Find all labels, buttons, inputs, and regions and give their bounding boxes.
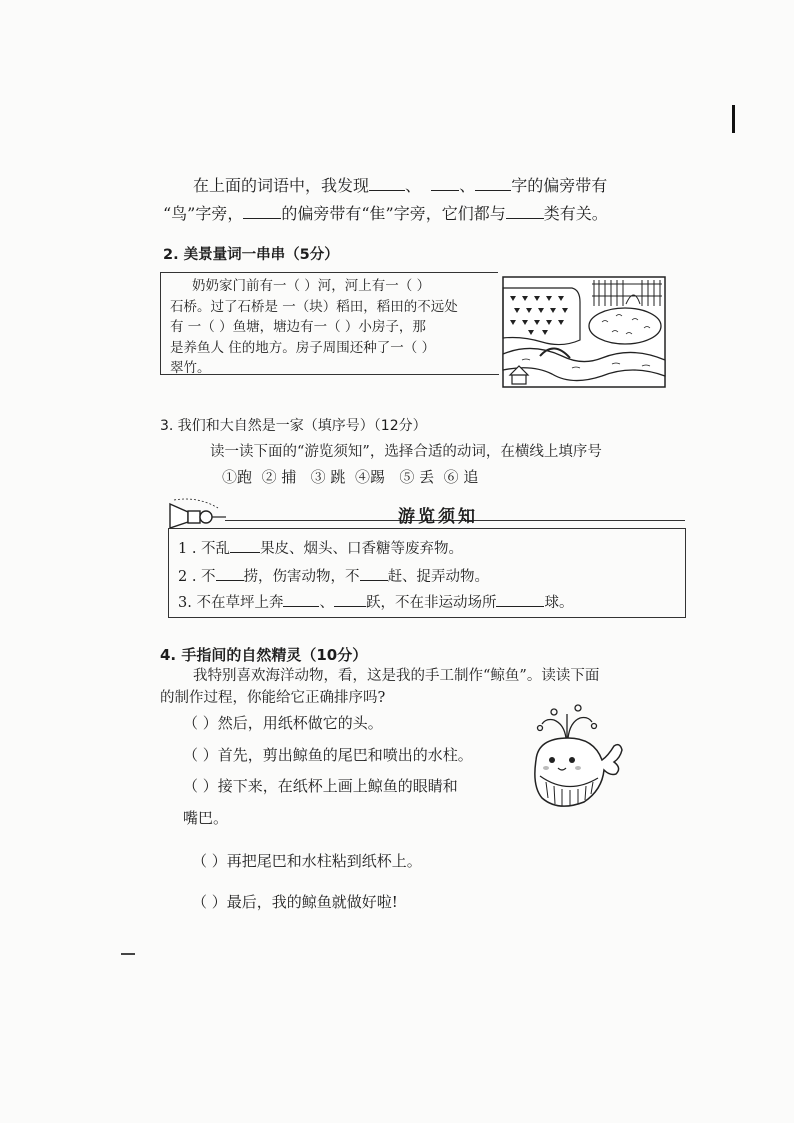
q2-line: 石桥。过了石桥是 一（块）稻田，稻田的不远处 <box>170 298 458 315</box>
notice-rule-2: 2 . 不 捞，伤害动物，不 赶、捉弄动物。 <box>178 566 489 585</box>
megaphone-icon <box>168 498 230 532</box>
whale-eye <box>549 757 555 763</box>
scan-mark <box>732 105 735 133</box>
notice-title: 游览须知 <box>398 507 478 527</box>
step-item: （ ）最后，我的鲸鱼就做好啦! <box>192 893 398 911</box>
option: ③ 跳 <box>310 468 346 486</box>
answer-blank[interactable] <box>216 566 244 581</box>
answer-blank[interactable] <box>369 176 405 191</box>
answer-blank[interactable] <box>230 538 260 553</box>
answer-blank[interactable] <box>506 204 544 219</box>
q3-title: 3. 我们和大自然是一家（填序号）（12分） <box>160 418 427 434</box>
option: ①跑 <box>222 468 253 486</box>
answer-blank[interactable] <box>475 176 511 191</box>
notice-rule-1: 1 . 不乱 果皮、烟头、口香糖等废弃物。 <box>178 538 463 557</box>
answer-blank[interactable] <box>431 176 459 191</box>
option: ⑤ 丢 <box>399 468 435 486</box>
q3-instruction: 读一读下面的“游览须知”，选择合适的动词，在横线上填序号 <box>210 444 602 460</box>
step-continuation: 嘴巴。 <box>183 809 229 827</box>
answer-blank[interactable] <box>360 566 388 581</box>
answer-blank[interactable] <box>496 592 544 607</box>
answer-blank[interactable] <box>243 204 281 219</box>
intro-line-2: “鸟”字旁， 的偏旁带有“隹”字旁，它们都与 类有关。 <box>163 204 608 223</box>
step-item: （ ）再把尾巴和水柱粘到纸杯上。 <box>192 852 422 870</box>
whale-illustration <box>528 698 628 816</box>
intro-line-1: 在上面的词语中，我发现 、 、 字的偏旁带有 <box>193 176 608 195</box>
option: ⑥ 追 <box>443 468 479 486</box>
answer-blank[interactable] <box>334 592 366 607</box>
q4-intro-1: 我特别喜欢海洋动物，看，这是我的手工制作“鲸鱼”。读读下面 <box>193 668 600 684</box>
notice-rule-3: 3. 不在草坪上奔 、 跃，不在非运动场所 球。 <box>178 592 573 611</box>
q2-line: 奶奶家门前有一（ ）河，河上有一（ ） <box>192 278 431 294</box>
q2-passage <box>170 276 458 379</box>
step-item: （ ）然后，用纸杯做它的头。 <box>183 714 383 732</box>
village-scene-illustration <box>502 276 666 388</box>
q2-title: 2. 美景量词一串串（5分） <box>163 247 339 263</box>
option: ② 捕 <box>261 468 297 486</box>
step-item: （ ）首先，剪出鲸鱼的尾巴和喷出的水柱。 <box>183 746 473 764</box>
option: ④踢 <box>354 468 385 486</box>
scan-mark <box>121 953 135 955</box>
q3-options <box>222 466 478 487</box>
step-item: （ ）接下来，在纸杯上画上鲸鱼的眼睛和 <box>183 777 458 795</box>
q2-line: 是养鱼人 住的地方。房子周围还种了一（ ） <box>170 339 436 356</box>
q2-line: 有 一（ ）鱼塘，塘边有一（ ）小房子，那 <box>170 319 426 335</box>
water-spout-icon <box>538 705 597 738</box>
q4-intro-2: 的制作过程，你能给它正确排序吗? <box>160 690 386 706</box>
answer-blank[interactable] <box>283 592 319 607</box>
q2-line: 翠竹。 <box>170 360 211 376</box>
q4-title: 4. 手指间的自然精灵（10分） <box>160 646 368 664</box>
whale-eye <box>569 757 575 763</box>
